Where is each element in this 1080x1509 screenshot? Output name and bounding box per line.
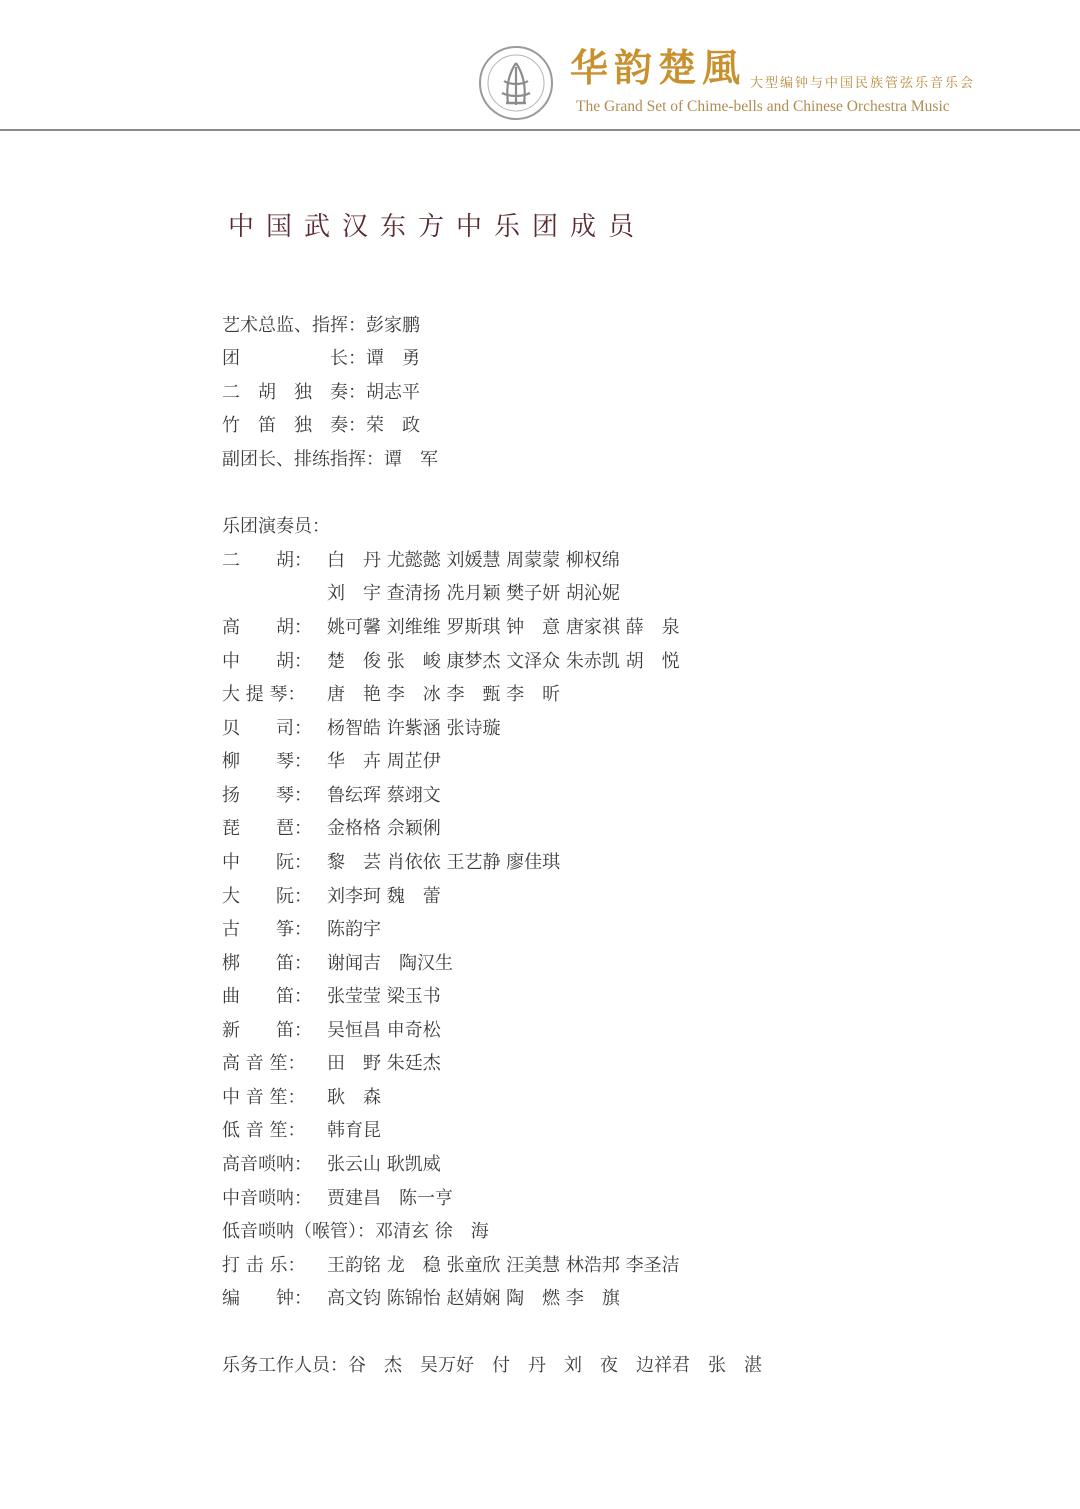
leader-label: 艺术总监、指挥： <box>222 315 366 336</box>
members-heading: 乐团演奏员： <box>222 516 330 537</box>
member-row <box>222 849 560 882</box>
brand-subtitle-cn: 大型编钟与中国民族管弦乐音乐会 <box>750 76 976 91</box>
instrument-label: 低音唢呐（喉管）： <box>222 1221 375 1242</box>
instrument-label: 梆 笛： <box>222 953 312 974</box>
leader-names: 谭 勇 <box>366 348 420 369</box>
leader-row <box>222 446 438 479</box>
leader-label: 副团长、排练指挥： <box>222 449 384 470</box>
conservatory-seal-logo <box>478 45 554 121</box>
instrument-label: 柳 琴： <box>222 751 312 772</box>
member-names: 田 野 朱廷杰 <box>327 1053 441 1074</box>
leader-names: 荣 政 <box>366 415 420 436</box>
staff-names: 谷 杰 吴万好 付 丹 刘 夜 边祥君 张 湛 <box>348 1355 762 1376</box>
member-names: 贾建昌 陈一亨 <box>327 1188 453 1209</box>
member-names: 刘 宇 查清扬 冼月颖 樊子妍 胡沁妮 <box>327 583 620 604</box>
leader-label: 团 长： <box>222 348 366 369</box>
member-row <box>222 782 441 815</box>
instrument-label: 贝 司： <box>222 718 312 739</box>
member-names: 楚 俊 张 峻 康梦杰 文泽众 朱赤凯 胡 悦 <box>327 651 680 672</box>
member-names: 鲁纭珲 蔡翊文 <box>327 785 441 806</box>
member-row <box>222 1084 381 1117</box>
instrument-label: 中 音 笙： <box>222 1087 306 1108</box>
instrument-label: 新 笛： <box>222 1020 312 1041</box>
staff-row <box>222 1352 762 1380</box>
brand-title: 华韵楚風 <box>570 45 747 90</box>
page-title: 中国武汉东方中乐团成员 <box>228 212 647 242</box>
instrument-label: 扬 琴： <box>222 785 312 806</box>
member-row <box>222 1151 441 1184</box>
member-names: 谢闻吉 陶汉生 <box>327 953 453 974</box>
member-row <box>222 815 441 848</box>
member-row <box>222 1252 680 1285</box>
member-row <box>222 715 500 748</box>
member-row <box>222 1017 441 1050</box>
member-names: 张莹莹 梁玉书 <box>327 986 441 1007</box>
instrument-label: 编 钟： <box>222 1288 312 1309</box>
member-names: 邓清玄 徐 海 <box>375 1221 489 1242</box>
member-row <box>222 1050 441 1083</box>
instrument-label: 低 音 笙： <box>222 1120 306 1141</box>
member-names: 刘李珂 魏 蕾 <box>327 886 441 907</box>
member-names: 陈韵宇 <box>327 919 381 940</box>
leader-row <box>222 379 420 412</box>
member-row <box>222 883 441 916</box>
member-names: 白 丹 尤懿懿 刘媛慧 周蒙蒙 柳权绵 <box>327 550 620 571</box>
instrument-label: 高 音 笙： <box>222 1053 306 1074</box>
member-names: 唐 艳 李 冰 李 甄 李 昕 <box>327 684 561 705</box>
brand-subtitle-en: The Grand Set of Chime-bells and Chinese Orchestra Music <box>576 98 950 115</box>
instrument-label: 中音唢呐： <box>222 1188 312 1209</box>
member-row <box>222 648 680 681</box>
instrument-label: 高 胡： <box>222 617 312 638</box>
member-row <box>222 983 441 1016</box>
member-names: 黎 芸 肖依依 王艺静 廖佳琪 <box>327 852 561 873</box>
member-row <box>222 681 560 714</box>
leader-label: 二 胡 独 奏： <box>222 382 366 403</box>
leader-row <box>222 412 420 445</box>
instrument-label: 大 提 琴： <box>222 684 306 705</box>
member-names: 张云山 耿凯威 <box>327 1154 441 1175</box>
instrument-label: 中 阮： <box>222 852 312 873</box>
member-names: 金格格 佘颖俐 <box>327 818 441 839</box>
member-row <box>222 547 620 580</box>
member-names: 高文钧 陈锦怡 赵婧娴 陶 燃 李 旗 <box>327 1288 620 1309</box>
member-row <box>222 748 441 781</box>
member-row <box>222 950 453 983</box>
member-names: 姚可馨 刘维维 罗斯琪 钟 意 唐家祺 薛 泉 <box>327 617 680 638</box>
member-names: 耿 森 <box>327 1087 381 1108</box>
member-names: 王韵铭 龙 稳 张童欣 汪美慧 林浩邦 李圣洁 <box>327 1255 680 1276</box>
member-row <box>222 1285 620 1318</box>
member-names: 华 卉 周芷伊 <box>327 751 441 772</box>
instrument-label: 古 筝： <box>222 919 312 940</box>
instrument-label: 二 胡： <box>222 550 312 571</box>
instrument-label: 中 胡： <box>222 651 312 672</box>
instrument-label: 打 击 乐： <box>222 1255 306 1276</box>
leader-row <box>222 312 420 345</box>
member-names: 杨智皓 许紫涵 张诗璇 <box>327 718 501 739</box>
leader-label: 竹 笛 独 奏： <box>222 415 366 436</box>
leader-names: 胡志平 <box>366 382 420 403</box>
member-row <box>222 1117 381 1150</box>
header-divider <box>0 129 1080 131</box>
leader-row <box>222 345 420 378</box>
member-row <box>222 916 381 949</box>
member-row <box>222 1185 453 1218</box>
instrument-label: 曲 笛： <box>222 986 312 1007</box>
instrument-label: 琵 琶： <box>222 818 312 839</box>
leader-names: 谭 军 <box>384 449 438 470</box>
instrument-label: 高音唢呐： <box>222 1154 312 1175</box>
instrument-label: 大 阮： <box>222 886 312 907</box>
member-names: 韩育昆 <box>327 1120 381 1141</box>
member-names: 吴恒昌 申奇松 <box>327 1020 441 1041</box>
member-row <box>222 1218 489 1251</box>
member-row <box>222 614 680 647</box>
leader-names: 彭家鹏 <box>366 315 420 336</box>
page-header <box>0 0 1080 132</box>
member-row <box>222 580 620 613</box>
staff-label: 乐务工作人员： <box>222 1355 348 1376</box>
